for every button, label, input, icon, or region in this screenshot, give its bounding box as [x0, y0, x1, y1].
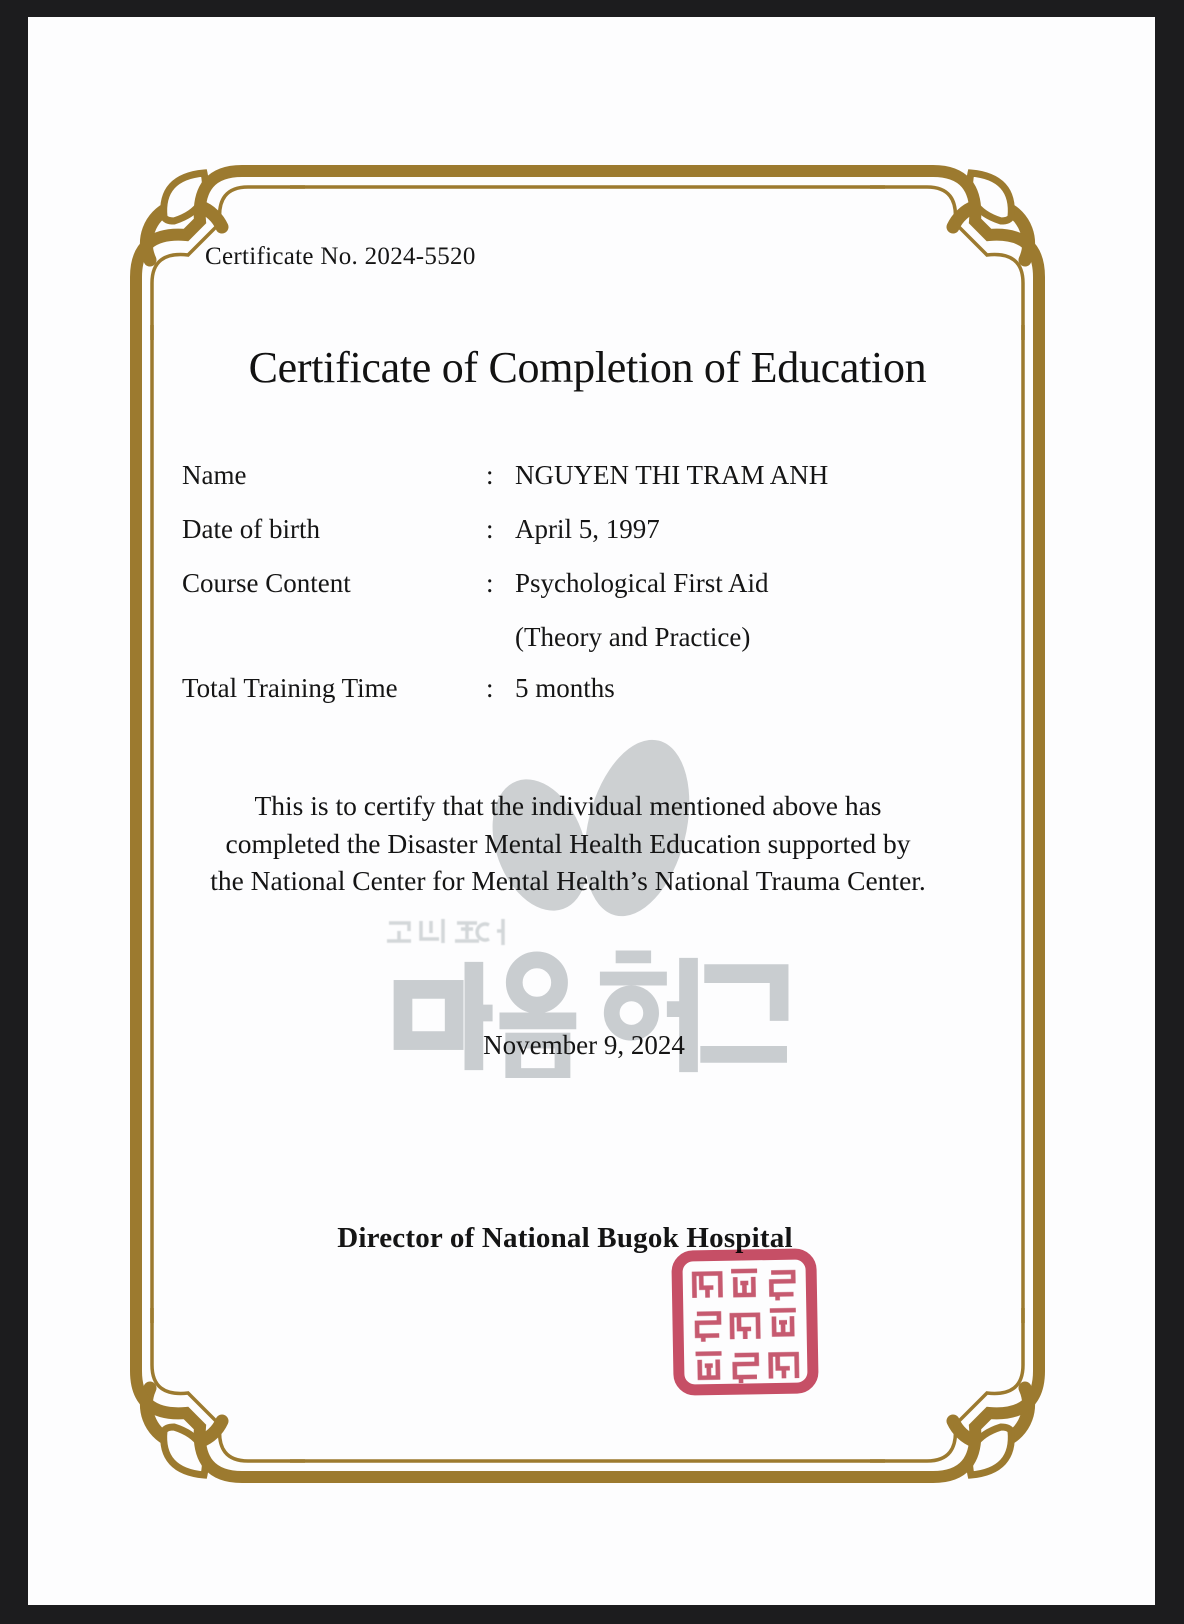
issue-date: November 9, 2024 [483, 1030, 685, 1060]
field-label: Course Content [182, 568, 351, 598]
field-value: NGUYEN THI TRAM ANH [515, 460, 829, 490]
field-label: Total Training Time [182, 673, 398, 703]
field-colon: : [486, 460, 494, 490]
statement-line: the National Center for Mental Health’s National Trauma Center. [210, 865, 926, 896]
field-colon: : [486, 673, 494, 703]
field-value: 5 months [515, 673, 615, 703]
field-label: Date of birth [182, 514, 320, 544]
certificate-page [28, 17, 1155, 1605]
field-colon: : [486, 514, 494, 544]
certificate-number: Certificate No. 2024-5520 [205, 243, 476, 270]
watermark-small-korean-text [385, 915, 535, 949]
field-label: Name [182, 460, 247, 490]
certification-statement [108, 787, 1028, 900]
statement-line: completed the Disaster Mental Health Education supported by [225, 827, 911, 859]
field-value: April 5, 1997 [515, 514, 660, 544]
signature-title: Director of National Bugok Hospital [337, 1222, 793, 1254]
statement-line: This is to certify that the individual mentioned above has [254, 790, 882, 821]
field-colon: : [486, 568, 494, 598]
page-title: Certificate of Completion of Education [248, 343, 927, 392]
field-value: Psychological First Aid [515, 568, 769, 598]
field-value: (Theory and Practice) [515, 622, 751, 652]
korean-red-square-seal-stamp [669, 1246, 822, 1399]
